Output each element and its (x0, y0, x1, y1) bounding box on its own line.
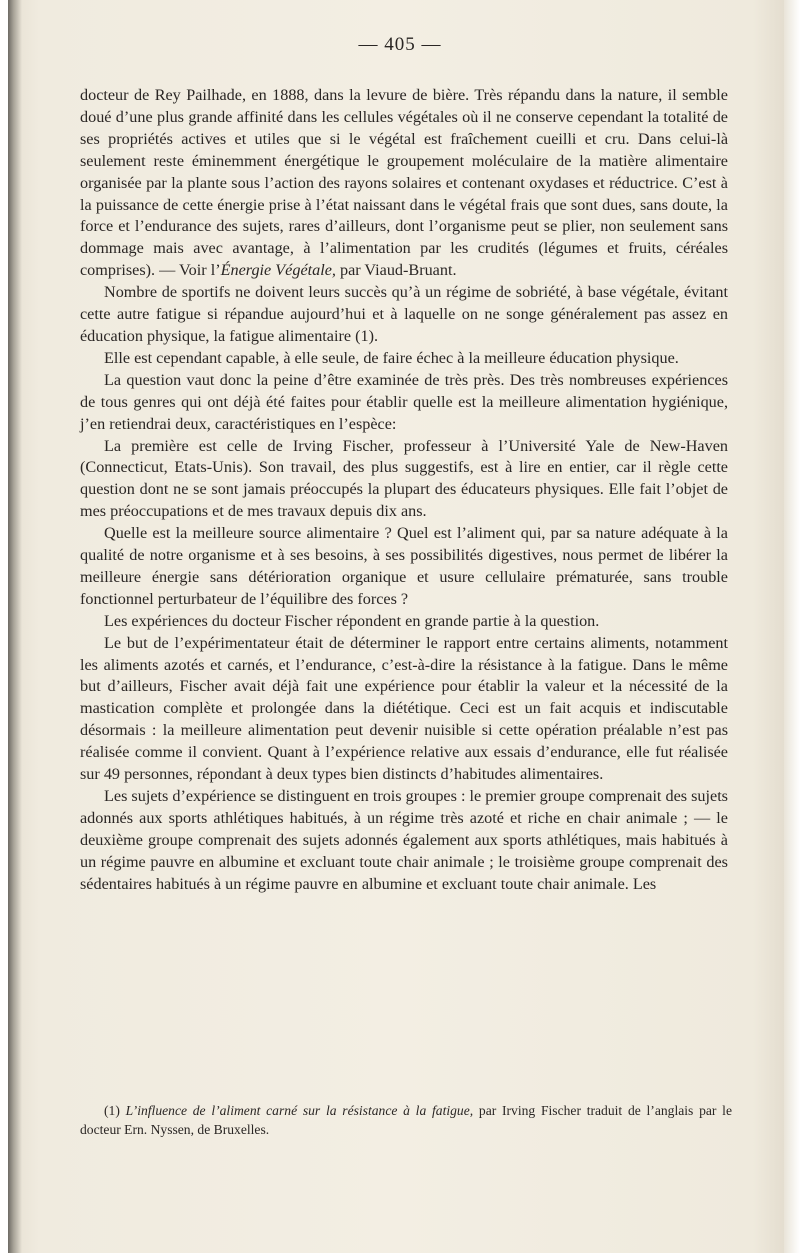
footnote-text: par Irving Fischer traduit de l’anglais par le docteur Ern. Nyssen, de Bruxelles. (80, 1103, 732, 1137)
book-title-italic: Énergie Végétale, (220, 261, 336, 280)
page-number: — 405 — (358, 34, 442, 55)
paragraph-text: docteur de Rey Pailhade, en 1888, dans la levure de bière. Très répandu dans la nature, il semble doué d’une plus grande affinité dans les cellules végétales où il ne conserve cependant la totalité de ses propriétés actives et utiles que si le végétal est fraîchement cueilli et cru. Dans celui-là seulement reste éminemment énergétique le groupement moléculaire de la matière alimentaire organisée par la plante sous l’action des rayons solaires et contenant oxydases et réductrice. C’est à la puissance de cette énergie prise à l’état naissant dans le végétal frais que sont dues, sans doute, la force et l’endurance des sujets, rares d’ailleurs, dont l’organisme peut se plier, non seulement sans dommage mais avec avantage, à l’alimentation par les crudités (légumes et fruits, céréales comprises). — Voir l’ (80, 86, 728, 280)
paragraph: Nombre de sportifs ne doivent leurs succès qu’à un régime de sobriété, à base végétale, évitant cette autre fatigue si répandue aujourd’hui et à laquelle on ne songe généralement pas assez en éducation physique, la fatigue alimentaire (1). (80, 283, 728, 345)
footnote (80, 1101, 732, 1139)
footnote-mark: (1) (104, 1103, 120, 1118)
paragraph: Les expériences du docteur Fischer répondent en grande partie à la question. (104, 611, 600, 630)
paragraph: Le but de l’expérimentateur était de déterminer le rapport entre certains aliments, notamment les aliments azotés et carnés, et l’endurance, c’est-à-dire la résistance à la fatigue. Dans le même but d’ailleurs, Fischer avait déjà fait une expérience pour établir la valeur et la nécessité de la mastication complète et prolongée dans la diététique. Ceci est un fait acquis et indiscutable désormais : la meilleure alimentation peut devenir nuisible si cette opération préalable n’est pas réalisée comme il convient. Quant à l’expérience relative aux essais d’endurance, elle fut réalisée sur 49 personnes, répondant à deux types bien distincts d’habitudes alimentaires. (80, 633, 728, 784)
paragraph: Quelle est la meilleure source alimentaire ? Quel est l’aliment qui, par sa nature adéquate à la qualité de notre organisme et à ses besoins, à ses possibilités digestives, nous permet de libérer la meilleure énergie sans détérioration organique et usure cellulaire prématurée, sans trouble fonctionnel perturbateur de l’équilibre des forces ? (80, 524, 728, 608)
footnote-title: L’influence de l’aliment carné sur la résistance à la fatigue, (125, 1103, 474, 1118)
paragraph: La première est celle de Irving Fischer, professeur à l’Université Yale de New-Haven (Connecticut, Etats-Unis). Son travail, des plus suggestifs, est à lire en entier, car il règle cette question dont ne se sont jamais préoccupés la plupart des éducateurs physiques. Elle fait l’objet de mes préoccupations et de mes travaux depuis dix ans. (80, 436, 728, 521)
body-text (80, 85, 728, 896)
paragraph-text-tail: par Viaud-Bruant. (335, 261, 457, 280)
paragraph: La question vaut donc la peine d’être examinée de très près. Des très nombreuses expériences de tous genres qui ont déjà été faites pour établir quelle est la meilleure alimentation hygiénique, j’en retiendrai deux, caractéristiques en l’espèce: (80, 370, 728, 433)
book-binding-shadow (8, 0, 22, 1253)
page-right-margin (784, 0, 800, 1253)
paragraph (80, 85, 728, 282)
paragraph: Les sujets d’expérience se distinguent en trois groupes : le premier groupe comprenait des sujets adonnés aux sports athlétiques habitués, à un régime très azoté et riche en chair animale ; — le deuxième groupe comprenait des sujets adonnés également aux sports athlétiques, mais habitués à un régime pauvre en albumine et excluant toute chair animale ; le troisième groupe comprenait des sédentaires habitués à un régime pauvre en albumine et excluant toute chair animale. Les (80, 787, 728, 893)
paragraph: Elle est cependant capable, à elle seule, de faire échec à la meilleure éducation physique. (104, 348, 679, 367)
